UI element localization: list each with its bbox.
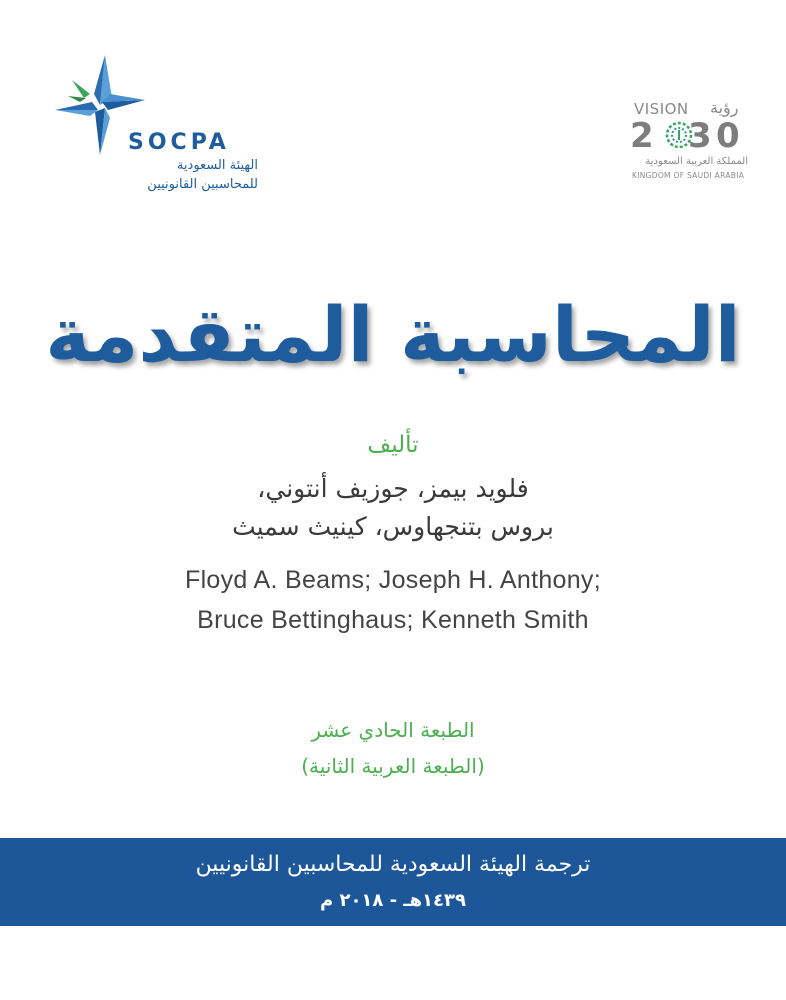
authors-arabic-line1: فلويد بيمز، جوزيف أنتوني، (257, 474, 529, 503)
socpa-name: SOCPA (128, 130, 230, 155)
authors-english-line2: Bruce Bettinghaus; Kenneth Smith (197, 606, 589, 634)
publisher-band (0, 838, 786, 926)
socpa-logo (50, 50, 270, 200)
vision-year-digit: 3 (688, 116, 712, 156)
translation-credit: ترجمة الهيئة السعودية للمحاسبين القانونيين (195, 852, 591, 877)
vision-kingdom-ar: المملكة العربية السعودية (645, 156, 748, 167)
authors-arabic-line2: بروس بتنجهاوس، كينيث سميث (232, 512, 554, 541)
vision-year-digit: 0 (716, 116, 740, 156)
vision-kingdom-en: KINGDOM OF SAUDI ARABIA (632, 171, 745, 180)
vision-en-label: VISION (634, 100, 689, 118)
publication-date: ١٤٣٩هـ - ٢٠١٨ م (319, 890, 466, 911)
authors-english-line1: Floyd A. Beams; Joseph H. Anthony; (185, 566, 601, 594)
palm-emblem-icon (664, 120, 694, 150)
socpa-arabic-line2: للمحاسبين القانونيين (147, 177, 258, 192)
vision-year-digit: 2 (630, 116, 654, 156)
edition-label: الطبعة الحادي عشر (311, 718, 475, 742)
vision-2030-logo (628, 98, 758, 188)
book-title: المحاسبة المتقدمة (45, 290, 741, 379)
socpa-arabic-line1: الهيئة السعودية (176, 158, 258, 173)
vision-ar-label: رؤية (710, 98, 739, 117)
edition-note: (الطبعة العربية الثانية) (301, 754, 485, 778)
authored-label: تأليف (367, 432, 419, 458)
